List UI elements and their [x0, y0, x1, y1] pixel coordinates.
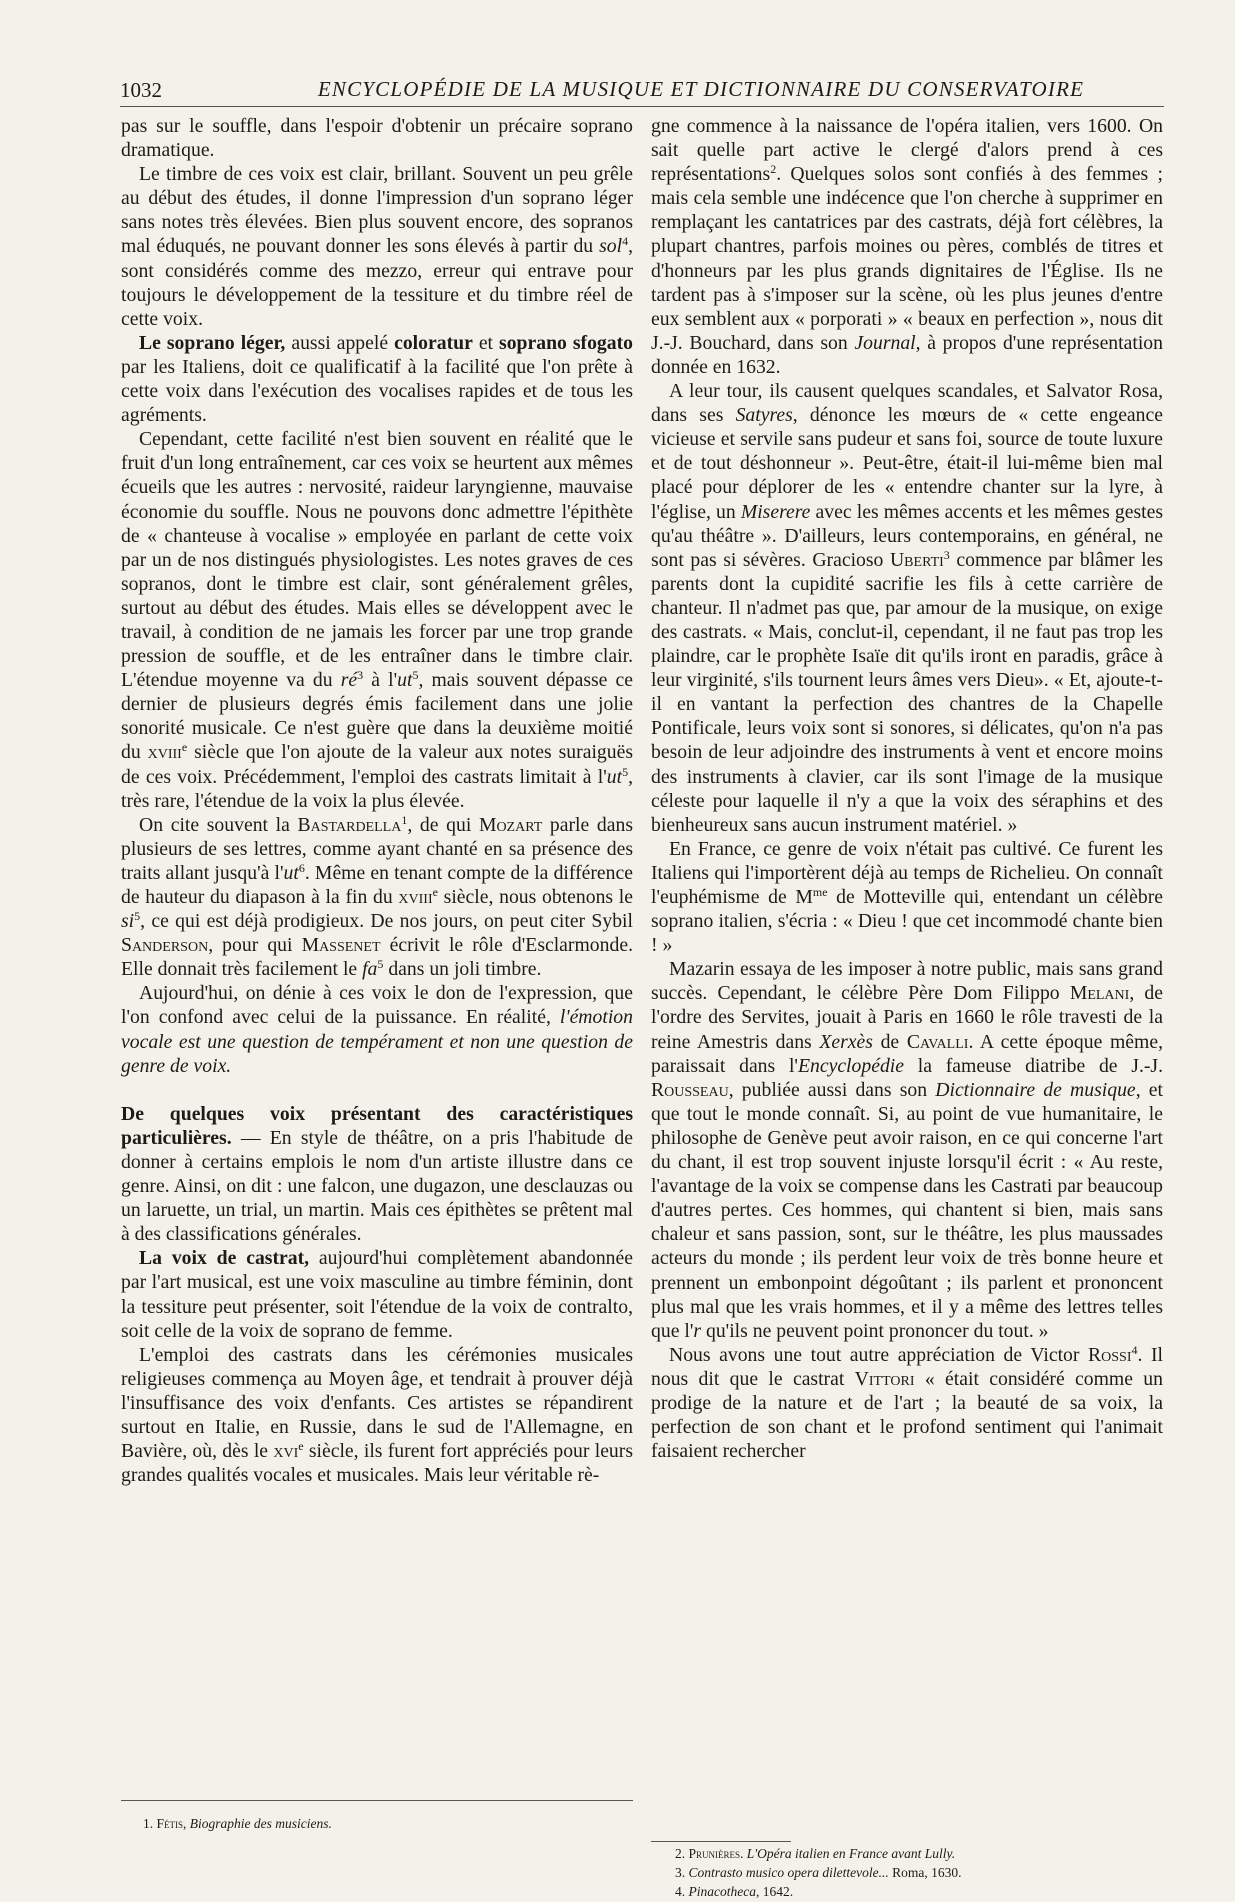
footnote: 1. Fétis, Biographie des musiciens. [143, 1816, 332, 1831]
footnote: 3. Contrasto musico opera dilettevole... Roma, 1630. [675, 1865, 962, 1880]
paragraph: Cependant, cette facilité n'est bien souvent en réalité que le fruit d'un long entraînement, car ces voix se heurtent aux mêmes écueils que les autres : nervosité, raideur laryngienne, mauvaise économie du souffle. Nous ne pouvons donc admettre l'épithète de « chanteuse à vocalise » employée en parlant de cette voix par un de nos distingués physiologistes. Les notes graves de ces sopranos, dont le timbre est clair, sont généralement grêles, surtout au début des études. Mais elles se développent avec le travail, à condition de ne jamais les forcer par une trop grande pression de souffle, et de les entraîner dans le timbre clair. L'étendue moyenne va du $ré^3$ à $l'ut^5$, mais souvent dépasse ce dernier de plusieurs degrés émis facilement dans une jolie sonorité musicale. Ce n'est guère que dans la deuxième moitié du xviii$^e$ siècle que l'on ajoute de la valeur aux notes suraiguës de ces voix. Précédemment, l'emploi des castrats limitait à $l'ut^5$, très rare, l'étendue de la voix la plus élevée. [121, 428, 634, 812]
paragraph: En France, ce genre de voix n'était pas cultivé. Ce furent les Italiens qui l'importèrent déjà au temps de Richelieu. On connaît l'euphémisme de $M^{me}$ de Motteville qui, entendant un célèbre soprano italien, s'écria : « Dieu ! que cet incommodé chante bien ! » [651, 837, 1163, 957]
left-column [121, 114, 633, 1487]
paragraph: gne commence à la naissance de l'opéra italien, vers 1600. On sait quelle part active le clergé d'alors prend à ces représentations$^2$. Quelques solos sont confiés à des femmes ; mais cela semble une indécence que l'on cherche à supprimer en remplaçant les cantatrices par des castrats, déjà fort célèbres, la plupart chantres, parfois moines ou pères, comblés de titres et d'honneurs par les plus grands dignitaires de l'Église. Ils ne tardent pas à s'imposer sur la scène, où les plus jeunes d'entre eux semblent aux « porporati » « beaux en perfection », nous dit J.-J. Bouchard, dans son Journal, à propos d'une représentation donnée en 1632. [651, 115, 1163, 378]
footnotes-right [651, 1845, 1163, 1902]
paragraph: pas sur le souffle, dans l'espoir d'obtenir un précaire soprano dramatique. [121, 115, 633, 162]
paragraph-castrat: La voix de castrat, aujourd'hui complètement abandonnée par l'art musical, est une voix masculine au timbre féminin, dont la tessiture peut présenter, soit l'étendue de la voix de contralto, soit celle de la voix de soprano de femme. [121, 1247, 633, 1342]
footnote: 2. Prunières. L'Opéra italien en France avant Lully. [675, 1846, 956, 1861]
paragraph: Le timbre de ces voix est clair, brillant. Souvent un peu grêle au début des études, il donne l'impression d'un soprano léger sans notes très élevées. Bien plus souvent encore, des sopranos mal éduqués, ne pouvant donner les sons élevés à partir du sol$^4$, sont considérés comme des mezzo, erreur qui entrave pour toujours le développement de la tessiture et du timbre réel de cette voix. [121, 163, 633, 330]
footnotes-left [121, 1800, 633, 1834]
footnote: 4. Pinacotheca, 1642. [675, 1884, 794, 1899]
paragraph: A leur tour, ils causent quelques scandales, et Salvator Rosa, dans ses Satyres, dénonce les mœurs de « cette engeance vicieuse et servile sans pudeur et sans foi, source de toute luxure et de tout déshonneur ». Peut-être, était-il lui-même bien mal placé pour déplorer de les « entendre chanter sur la lyre, à l'église, un Miserere avec les mêmes accents et les mêmes gestes qu'au théâtre ». D'ailleurs, leurs contemporains, en général, ne sont pas si sévères. Gracioso Uberti$^3$ commence par blâmer les parents dont la cupidité sacrifie les fils à cette carrière de chanteur. Il n'admet pas que, par amour de la musique, on exige des castrats. « Mais, conclut-il, cependant, il ne faut pas trop les plaindre, car le prophète Isaïe dit qu'ils iront en paradis, grâce à leur virginité, s'ils tournent leurs âmes vers Dieu». « Et, ajoute-t-il en vantant la perfection des chantres de la Chapelle Pontificale, leurs voix sont si sonores, si délicates, qu'on n'a pas besoin de leur adjoindre des instruments à vent et encore moins des instruments à clavier, car ils sont l'image de la musique céleste pour laquelle il n'y a que la voix des séraphins et des bienheureux sans aucun instrument matériel. » [651, 380, 1164, 836]
page-number: 1032 [120, 78, 162, 102]
footnote-rule [651, 1841, 791, 1842]
paragraph: On cite souvent la Bastardella$^1$, de qui Mozart parle dans plusieurs de ses lettres, comme ayant chanté en sa présence des traits allant jusqu'à $l'ut^6$. Même en tenant compte de la différence de hauteur du diapason à la fin du xviii$^e$ siècle, nous obtenons le $si^5$, ce qui est déjà prodigieux. De nos jours, on peut citer Sybil Sanderson, pour qui Massenet écrivit le rôle d'Esclarmonde. Elle donnait très facilement le $fa^5$ dans un joli timbre. [121, 812, 633, 981]
running-title: ENCYCLOPÉDIE DE LA MUSIQUE ET DICTIONNAIRE DU CONSERVATOIRE [317, 77, 1085, 101]
paragraph: Nous avons une tout autre appréciation de Victor Rossi$^4$. Il nous dit que le castrat Vittori « était considéré comme un prodige de la nature et de l'art ; la beauté de sa voix, la perfection de son chant et le profond sentiment qui l'animait faisaient rechercher [651, 1342, 1164, 1463]
paragraph: Aujourd'hui, on dénie à ces voix le don de l'expression, que l'on confond avec celui de la puissance. En réalité, l'émotion vocale est une question de tempérament et non une question de genre de voix. [121, 982, 633, 1077]
page-header [120, 76, 1164, 107]
paragraph: Mazarin essaya de les imposer à notre public, mais sans grand succès. Cependant, le célèbre Père Dom Filippo Melani, de l'ordre des Servites, jouait à Paris en 1660 le rôle travesti de la reine Amestris dans Xerxès de Cavalli. A cette époque même, paraissait dans l'Encyclopédie la fameuse diatribe de J.-J. Rousseau, publiée aussi dans son Dictionnaire de musique, et que tout le monde connaît. Si, au point de vue humanitaire, le philosophe de Genève peut avoir raison, en ce qui concerne l'art du chant, il est trop souvent injuste lorsqu'il écrit : « Au reste, l'avantage de la voix se compense dans les Castrati par beaucoup d'autres pertes. Ces hommes, qui chantent si bien, mais sans chaleur et sans passion, sont, sur le théâtre, les plus maussades acteurs du monde ; ils perdent leur voix de très bonne heure et prennent un embonpoint dégoûtant ; ils parlent et prononcent plus mal que les vrais hommes, et il y a même des lettres telles que l'r qu'ils ne peuvent point prononcer du tout. » [651, 958, 1164, 1342]
paragraph-soprano-leger: Le soprano léger, aussi appelé coloratur et soprano sfogato par les Italiens, doit ce qualificatif à la facilité que l'on prête à cette voix dans l'exécution des vocalises rapides et de tous les agréments. [121, 331, 634, 427]
section-heading-paragraph: De quelques voix présentant des caractéristiques particulières. — En style de théâtre, on a pris l'habitude de donner à certains emplois le nom d'un artiste illustre dans ce genre. Ainsi, on dit : une falcon, une dugazon, une desclauzas ou un laruette, un trial, un martin. Mais ces épithètes se prêtent mal à des classifications générales. [121, 1102, 633, 1246]
paragraph: L'emploi des castrats dans les cérémonies musicales religieuses commença au Moyen âge, et tendrait à prouver déjà l'insuffisance des voix d'enfants. Ces artistes se répandirent surtout en Italie, en Russie, dans le sud de l'Allemagne, en Bavière, où, dès le xvi$^e$ siècle, ils furent fort appréciés pour leurs grandes qualités vocales et musicales. Mais leur véritable rè- [121, 1343, 633, 1487]
right-column [651, 114, 1163, 1463]
